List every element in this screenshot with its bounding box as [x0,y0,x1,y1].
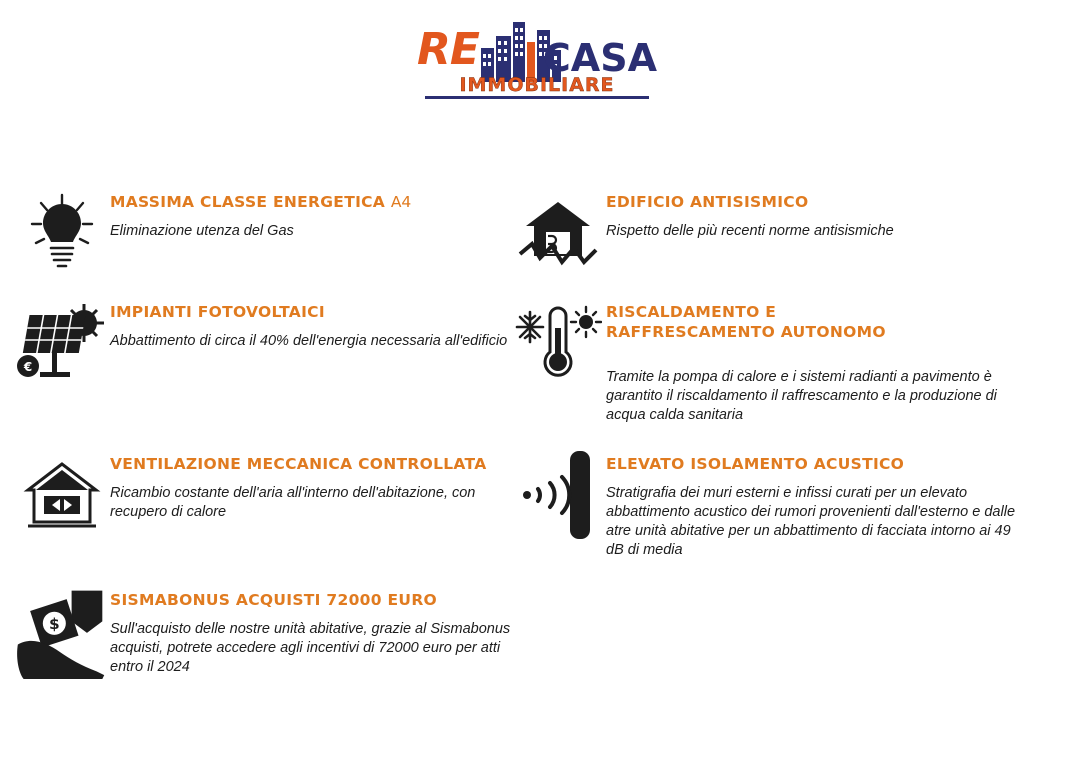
feature-title-main: MASSIMA CLASSE ENERGETICA [110,193,386,211]
feature-description: Abbattimento di circa il 40% dell'energia necessaria all'edificio [110,333,508,349]
feature-text [606,452,1016,560]
feature-description: Ricambio costante dell'aria all'interno dell'abitazione, con recupero di calore [110,485,476,520]
thermometer-icon [510,300,606,386]
lightbulb-icon [14,190,110,276]
feature-title-main: RISCALDAMENTO E RAFFRESCAMENTO AUTONOMO [606,303,886,341]
feature-title-main: IMPIANTI FOTOVOLTAICI [110,303,325,321]
feature-title-main: EDIFICIO ANTISISMICO [606,193,809,211]
feature-ventilazione-meccanica [14,452,514,538]
feature-description: Rispetto delle più recenti norme antisismiche [606,223,894,239]
feature-description: Sull'acquisto delle nostre unità abitative, grazie al Sismabonus acquisti, potrete accedere agli incentivi di 72000 euro per atti entro il 2024 [110,621,511,675]
feature-title [110,590,514,610]
feature-title [606,302,946,342]
antiseismic-house-icon [510,190,606,276]
recasa-logo [417,18,657,98]
hand-money-icon [14,588,110,674]
feature-impianti-fotovoltaici [14,300,507,386]
feature-text [110,190,411,241]
logo-header [0,18,1074,98]
feature-sismabonus [14,588,514,677]
feature-text [110,588,514,677]
svg-text:€: € [23,360,33,374]
feature-text [606,190,894,241]
feature-title [110,192,411,212]
logo-text-casa: CASA [542,36,657,80]
feature-classe-energetica [14,190,411,276]
feature-text [606,300,1016,425]
feature-description: Eliminazione utenza del Gas [110,223,294,239]
feature-title-main: VENTILAZIONE MECCANICA CONTROLLATA [110,455,487,473]
feature-title [606,454,1016,474]
logo-text-re: RE [417,24,479,75]
solar-panel-icon [14,300,110,386]
feature-description: Tramite la pompa di calore e i sistemi radianti a pavimento è garantito il riscaldamento il raffrescamento e la produzione di acqua calda sanitaria [606,369,997,423]
feature-title [110,302,507,322]
feature-riscaldamento-raffrescamento [510,300,1016,425]
ventilation-house-icon [14,452,110,538]
acoustic-wave-icon [510,452,606,538]
feature-title-suffix: A4 [390,193,412,211]
feature-edificio-antisismico [510,190,894,276]
logo-underline [425,96,649,99]
feature-title [110,454,514,474]
logo-subtitle: IMMOBILIARE [459,74,615,96]
feature-text [110,300,507,351]
feature-title-main: ELEVATO ISOLAMENTO ACUSTICO [606,455,905,473]
svg-text:$: $ [48,615,60,634]
feature-title-main: SISMABONUS ACQUISTI 72000 EURO [110,591,438,609]
feature-isolamento-acustico [510,452,1016,560]
feature-description: Stratigrafia dei muri esterni e infissi curati per un elevato abbattimento acustico dei rumori provenienti dall'esterno e dalle atre unità abitative per un abbattimento di facciata intorno ai 49 dB di media [606,485,1016,558]
feature-title [606,192,894,212]
feature-text [110,452,514,522]
